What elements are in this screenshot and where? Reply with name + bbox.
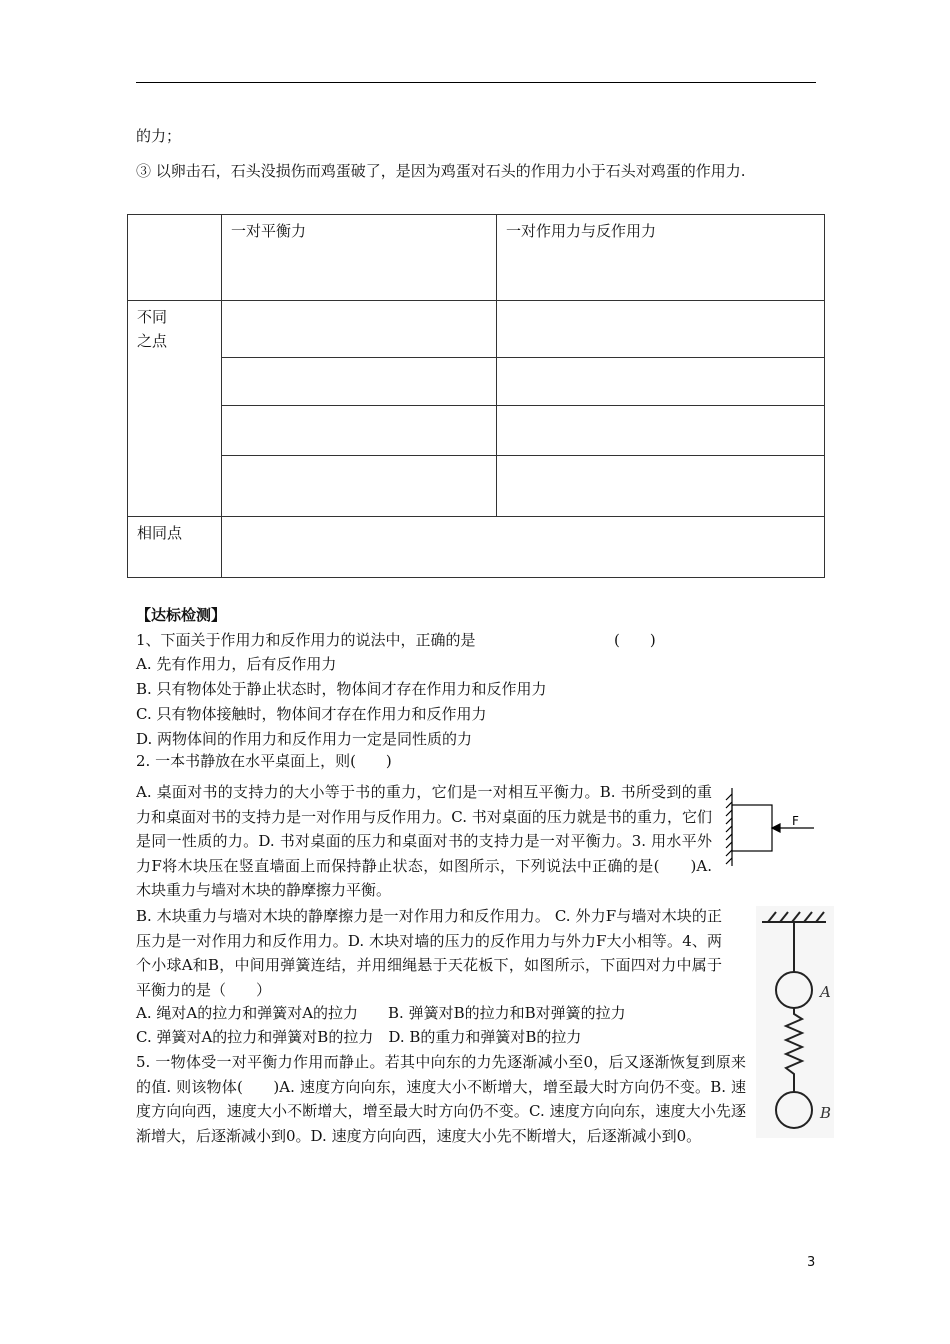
intro-line-2: ③ 以卵击石，石头没损伤而鸡蛋破了，是因为鸡蛋对石头的作用力小于石头对鸡蛋的作用力. — [136, 162, 746, 180]
question-1-option-b: B. 只有物体处于静止状态时，物体间才存在作用力和反作用力 — [136, 680, 547, 698]
table-cell[interactable] — [222, 406, 497, 456]
question-1-option-a: A. 先有作用力，后有反作用力 — [136, 655, 337, 673]
spring-balls-figure — [756, 906, 834, 1138]
table-cell[interactable] — [222, 517, 825, 578]
header-action-reaction: 一对作用力与反作用力 — [497, 215, 825, 301]
table-cell[interactable] — [497, 301, 825, 358]
question-1-answer-blank: ( ) — [614, 631, 656, 649]
intro-line-1: 的力； — [136, 127, 182, 145]
question-2-3-paragraph: A. 桌面对书的支持力的大小等于书的重力，它们是一对相互平衡力。B. 书所受到的重力和桌面对书的支持力是一对作用与反作用力。C. 书对桌面的压力就是书的重力，它们是同一性质的力。D. 书对桌面的压力和桌面对书的支持力是一对平衡力。3. 用水平外力F将木块压在竖直墙面上而保持静止状态，如图所示，下列说法中正确的是( )A. 木块重力与墙对木块的静摩擦力平衡。 — [136, 783, 712, 899]
table-cell[interactable] — [497, 358, 825, 406]
force-label: F — [792, 814, 799, 828]
ball-b-label: B — [820, 1104, 832, 1122]
question-4-options-ab: A. 绳对A的拉力和弹簧对A的拉力 B. 弹簧对B的拉力和B对弹簧的拉力 — [136, 1004, 626, 1022]
row-label-differences: 不同 之点 — [128, 301, 222, 517]
question-1-option-d: D. 两物体间的作用力和反作用力一定是同性质的力 — [136, 730, 473, 748]
comparison-table — [127, 214, 825, 578]
table-cell[interactable] — [222, 301, 497, 358]
table-corner-cell — [128, 215, 222, 301]
question-4-options-cd: C. 弹簧对A的拉力和弹簧对B的拉力 D. B的重力和弹簧对B的拉力 — [136, 1028, 582, 1046]
wall-block-figure — [722, 786, 818, 870]
page-number: 3 — [807, 1255, 816, 1270]
table-cell[interactable] — [222, 358, 497, 406]
question-3-4-paragraph: B. 木块重力与墙对木块的静摩擦力是一对作用力和反作用力。 C. 外力F与墙对木块的正压力是一对作用力和反作用力。D. 木块对墙的压力的反作用力与外力F大小相等。4、两个小球A和B，中间用弹簧连结，并用细绳悬于天花板下，如图所示，下面四对力中属于平衡力的是（ ） — [136, 907, 722, 999]
row-label-similarities: 相同点 — [128, 517, 222, 578]
table-cell[interactable] — [497, 456, 825, 517]
question-2-stem: 2. 一本书静放在水平桌面上，则( ) — [136, 752, 392, 770]
question-1-option-c: C. 只有物体接触时，物体间才存在作用力和反作用力 — [136, 705, 487, 723]
header-balance-force: 一对平衡力 — [222, 215, 497, 301]
question-5-paragraph: 5. 一物体受一对平衡力作用而静止。若其中向东的力先逐渐减小至0，后又逐渐恢复到原来的值. 则该物体( )A. 速度方向向东，速度大小不断增大，增至最大时方向仍不变。B. 速度方向向西，速度大小不断增大，增至最大时方向仍不变。C. 速度方向向东，速度大小先逐渐增大，后逐渐减小到0。D. 速度方向向西，速度大小先不断增大，后逐渐减小到0。 — [136, 1053, 746, 1145]
table-cell[interactable] — [222, 456, 497, 517]
header-rule — [136, 82, 816, 83]
section-heading: 【达标检测】 — [136, 606, 227, 624]
table-cell[interactable] — [497, 406, 825, 456]
ball-a-label: A — [820, 983, 831, 1001]
question-1-stem: 1、下面关于作用力和反作用力的说法中，正确的是 — [136, 631, 476, 649]
